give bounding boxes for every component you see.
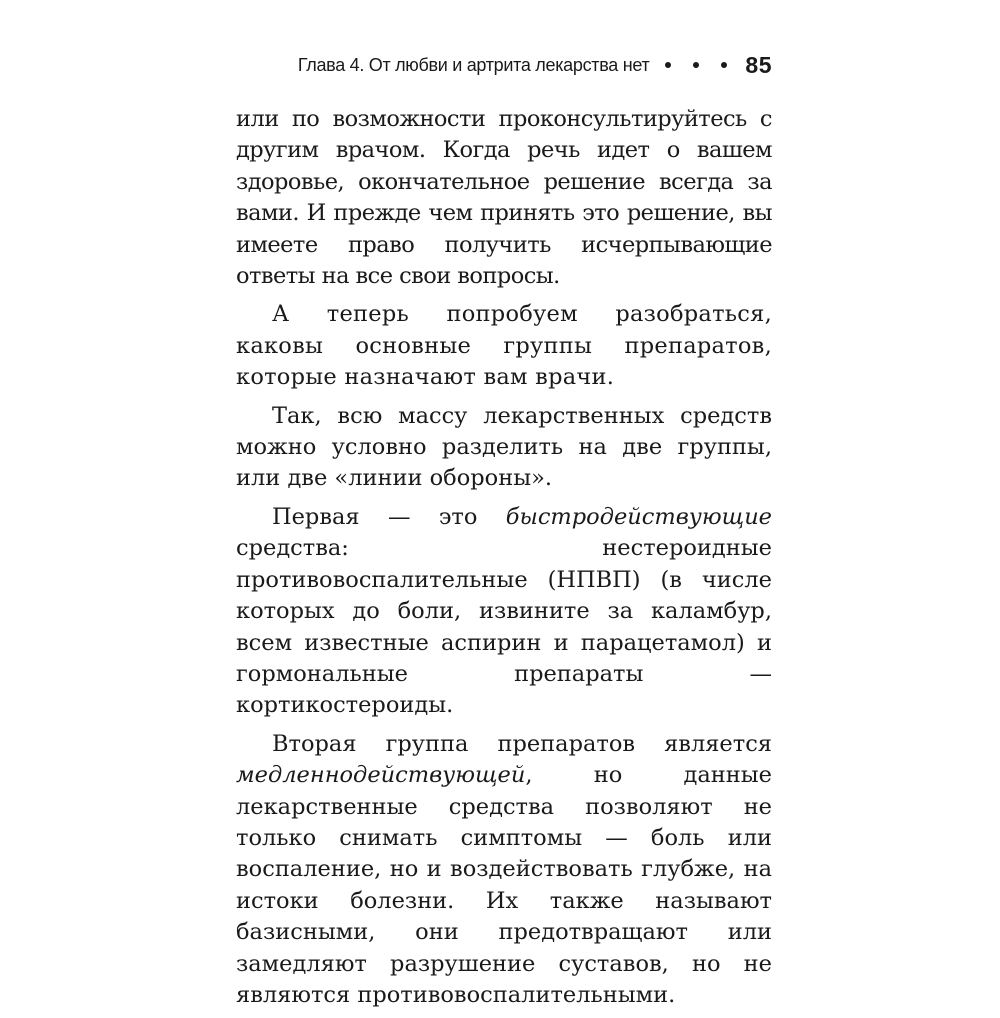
dot-icon xyxy=(665,62,671,68)
paragraph-3: Так, всю массу лекарственных средств можно условно разделить на две группы, или две «линии обороны». xyxy=(236,402,772,492)
paragraph-4-emphasis: быстродействующие xyxy=(505,503,772,530)
chapter-title: Глава 4. От любви и артрита лекарства нет xyxy=(297,54,650,75)
paragraph-5-emphasis: медленнодействующей xyxy=(236,762,526,789)
paragraph-5 xyxy=(236,729,772,1012)
running-header xyxy=(216,50,772,80)
paragraph-2: А теперь попробуем разобраться, каковы основные группы препаратов, которые назначают вам врачи. xyxy=(236,301,772,391)
book-page xyxy=(236,50,772,1018)
header-dots xyxy=(665,62,727,68)
paragraph-4-rest: средства: нестероидные противовоспалительные (НПВП) (в числе которых до боли, извините за каламбур, всем известные аспирин и парацетамол) и гормональные препараты — кортикостероиды. xyxy=(236,535,772,719)
dot-icon xyxy=(693,62,699,68)
paragraph-1: или по возможности проконсультируйтесь с другим врачом. Когда речь идет о вашем здоровье, окончательное решение всегда за вами. И прежде чем принять это решение, вы имеете право получить исчерпывающие ответы на все свои вопросы. xyxy=(236,106,772,290)
paragraph-5-rest: , но данные лекарственные средства позволяют не только снимать симптомы — боль или воспаление, но и воздействовать глубже, на истоки болезни. Их также называют базисными, они предотвращают или замедляют разрушение суставов, но не являются противовоспалительными. xyxy=(236,762,772,1008)
page-number: 85 xyxy=(745,51,772,78)
paragraph-4 xyxy=(236,502,772,722)
dot-icon xyxy=(721,62,727,68)
paragraph-4-lead: Первая — это xyxy=(272,503,506,530)
body-text xyxy=(236,104,772,1011)
paragraph-5-lead: Вторая группа препаратов является xyxy=(272,730,772,757)
